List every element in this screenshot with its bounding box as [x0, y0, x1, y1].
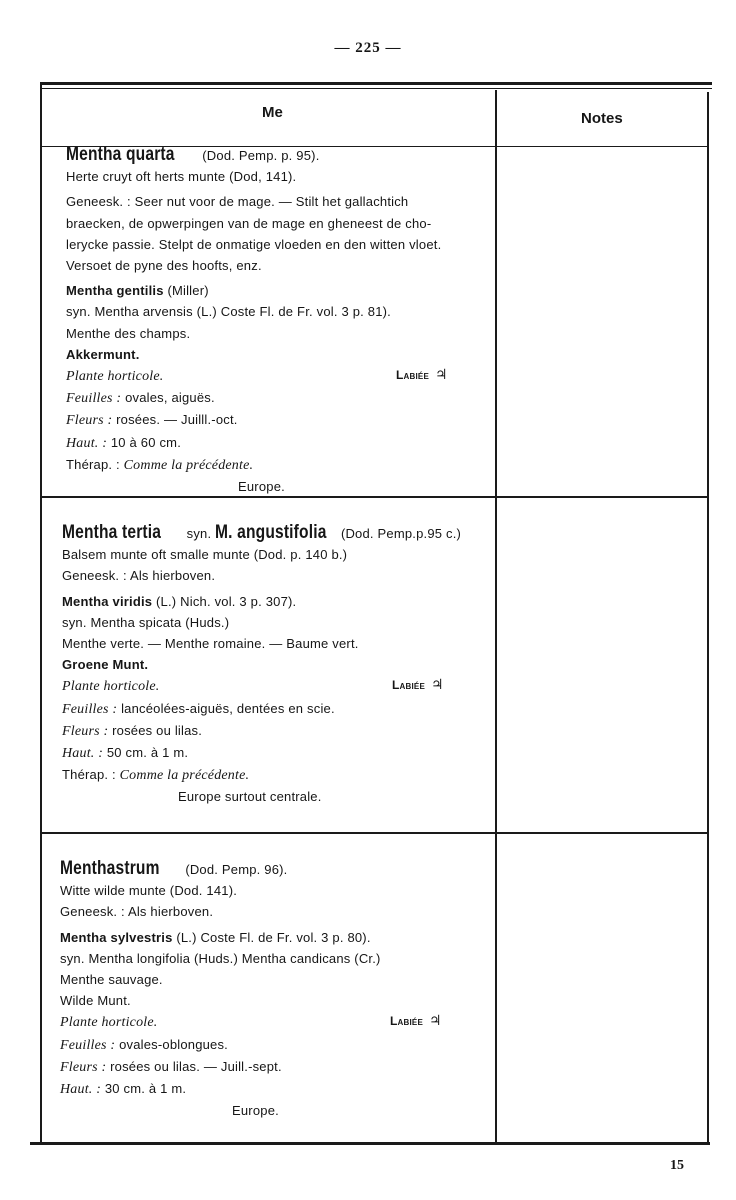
entry-title: Menthastrum — [60, 858, 160, 879]
perennial-symbol-icon: ♃ — [430, 677, 444, 694]
entry-reference: (Dod. Pemp.p.95 c.) — [340, 526, 462, 541]
leaves-line: Feuilles : lancéolées-aiguës, dentées en scie. — [62, 700, 335, 717]
text-line: Geneesk. : Als hierboven. — [62, 568, 216, 584]
entry-title: Mentha quarta — [66, 144, 175, 165]
synonym-line — [62, 591, 492, 612]
flowers-line: Fleurs : rosées ou lilas. — [62, 722, 203, 739]
synonym-line — [66, 280, 496, 301]
row-rule-2 — [42, 832, 707, 834]
french-name: Menthe des champs. — [66, 325, 191, 341]
entry-title-line — [62, 522, 492, 544]
page-number: — 225 — — [334, 40, 402, 56]
perennial-symbol-icon: ♃ — [428, 1013, 442, 1030]
text-line: Geneesk. : Als hierboven. — [60, 904, 214, 920]
family-tag: Labiée ♃ — [390, 1013, 442, 1030]
entry-title-line — [66, 144, 496, 166]
family-tag: Labiée ♃ — [396, 367, 448, 384]
synonym-author: (Miller) — [167, 283, 209, 299]
synonym-line — [60, 927, 490, 948]
plant-type: Plante horticole. — [62, 679, 160, 695]
table-top-rule-thin — [40, 88, 712, 89]
region: Europe. — [232, 1103, 279, 1119]
text-line: braecken, de opwerpingen van de mage en gheneest de cho- — [66, 215, 432, 231]
text-line: lerycke passie. Stelpt de onmatige vloeden en den witten vloet. — [66, 236, 442, 252]
dutch-name: Groene Munt. — [62, 657, 149, 673]
entry-reference: (Dod. Pemp. 96). — [185, 862, 288, 877]
french-name: Menthe sauvage. — [60, 972, 163, 988]
table-bottom-rule — [30, 1142, 710, 1145]
synonym-author: (L.) Coste Fl. de Fr. vol. 3 p. 80). — [176, 929, 371, 945]
entry-title: Mentha tertia — [62, 522, 162, 543]
plant-type: Plante horticole. — [66, 369, 164, 385]
leaves-line: Feuilles : ovales, aiguës. — [66, 390, 215, 407]
height-line: Haut. : 10 à 60 cm. — [66, 434, 182, 451]
entry-title-line — [60, 858, 490, 880]
synonym-detail: syn. Mentha longifolia (Huds.) Mentha candicans (Cr.) — [60, 950, 381, 966]
height-line: Haut. : 50 cm. à 1 m. — [62, 745, 189, 762]
therapy-line: Thérap. : Comme la précédente. — [66, 456, 254, 473]
synonym-author: (L.) Nich. vol. 3 p. 307). — [156, 593, 297, 609]
entry-syn-word: syn. — [186, 526, 212, 541]
synonym-name: Mentha viridis — [62, 593, 153, 609]
dutch-name: Akkermunt. — [66, 346, 140, 362]
table-left-border — [40, 85, 42, 1145]
leaves-line: Feuilles : ovales-oblongues. — [60, 1036, 228, 1053]
text-line: Geneesk. : Seer nut voor de mage. — Stilt het gallachtich — [66, 194, 409, 210]
entry-syn-name: M. angustifolia — [215, 522, 327, 543]
plant-type: Plante horticole. — [60, 1015, 158, 1031]
dutch-name: Wilde Munt. — [60, 993, 131, 1009]
region: Europe. — [238, 479, 285, 495]
table-top-rule — [40, 82, 712, 85]
synonym-detail: syn. Mentha arvensis (L.) Coste Fl. de Fr. vol. 3 p. 81). — [66, 304, 391, 320]
entry-reference: (Dod. Pemp. p. 95). — [202, 148, 320, 163]
entry-menthastrum — [60, 858, 490, 1121]
synonym-detail: syn. Mentha spicata (Huds.) — [62, 614, 230, 630]
plant-type-line — [60, 1011, 490, 1033]
family-tag: Labiée ♃ — [392, 677, 444, 694]
region: Europe surtout centrale. — [178, 789, 322, 805]
french-name: Menthe verte. — Menthe romaine. — Baume vert. — [62, 636, 359, 652]
flowers-line: Fleurs : rosées. — Juilll.-oct. — [66, 412, 238, 429]
column-heading-notes: Notes — [581, 110, 623, 127]
table-right-border — [707, 92, 709, 1145]
plant-type-line — [66, 365, 496, 387]
plant-type-line — [62, 675, 492, 697]
text-line: Witte wilde munte (Dod. 141). — [60, 883, 238, 899]
text-line: Versoet de pyne des hoofts, enz. — [66, 258, 262, 274]
synonym-name: Mentha sylvestris — [60, 929, 173, 945]
synonym-name: Mentha gentilis — [66, 283, 164, 299]
therapy-line: Thérap. : Comme la précédente. — [62, 767, 250, 784]
entry-mentha-tertia — [62, 522, 492, 808]
height-line: Haut. : 30 cm. à 1 m. — [60, 1081, 187, 1098]
flowers-line: Fleurs : rosées ou lilas. — Juill.-sept. — [60, 1058, 282, 1075]
text-line: Herte cruyt oft herts munte (Dod, 141). — [66, 169, 297, 185]
column-heading-main: Me — [262, 104, 283, 121]
text-line: Balsem munte oft smalle munte (Dod. p. 140 b.) — [62, 547, 348, 563]
footer-page-number: 15 — [670, 1158, 684, 1173]
entry-mentha-quarta — [66, 144, 496, 497]
perennial-symbol-icon: ♃ — [434, 367, 448, 384]
